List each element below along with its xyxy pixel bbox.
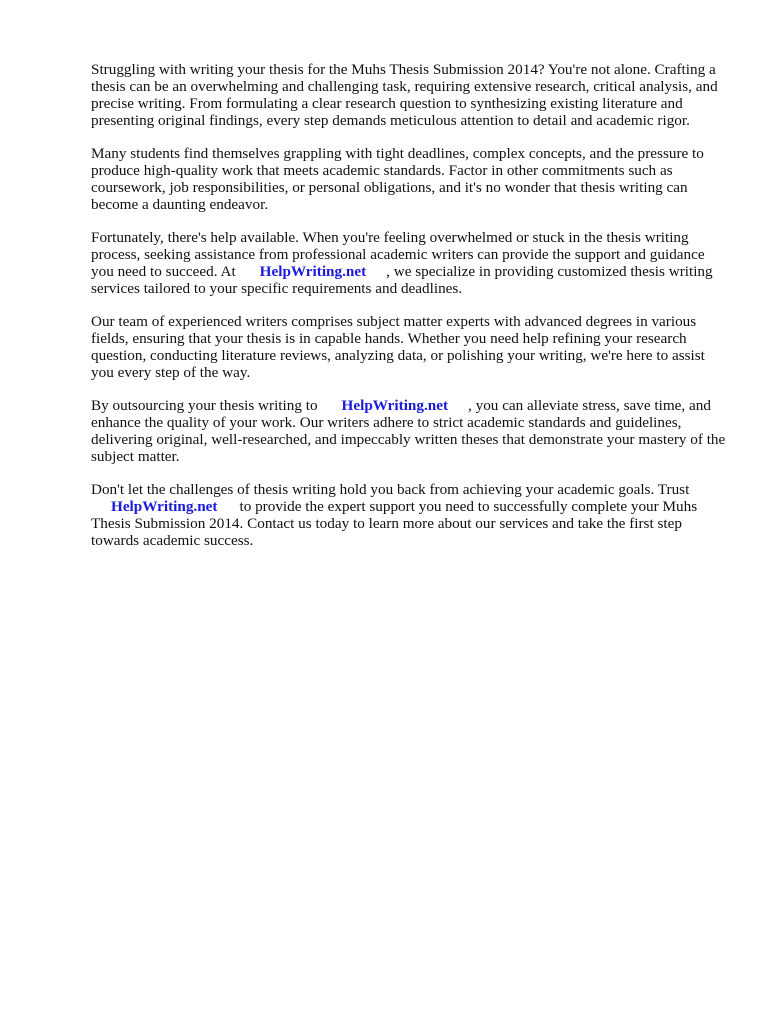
paragraph-team-text: Our team of experienced writers comprises subject matter experts with advanced degrees in various fields, ensuring that your thesis is in capable hands. Whether you need help refining your research question, conducting literature reviews, analyzing data, or polishing your writing, we're here to assist you every step of the way. <box>91 313 705 381</box>
paragraph-outsourcing <box>91 397 731 465</box>
helpwriting-link[interactable]: HelpWriting.net <box>259 263 367 280</box>
paragraph-intro-text: Struggling with writing your thesis for the Muhs Thesis Submission 2014? You're not alone. Crafting a thesis can be an overwhelming and challenging task, requiring extensive research, critical analysis, and precise writing. From formulating a clear research question to synthesizing existing literature and presenting original findings, every step demands meticulous attention to detail and academic rigor. <box>91 61 718 129</box>
paragraph-outsourcing-text-after: , you can alleviate stress, save time, and enhance the quality of your work. Our writers adhere to strict academic standards and guidelines, delivering original, well-researched, and impeccably written theses that demonstrate your mastery of the subject matter. <box>91 397 726 465</box>
paragraph-closing-text-after: to provide the expert support you need to successfully complete your Muhs Thesis Submission 2014. Contact us today to learn more about our services and take the first step towards academic success. <box>91 498 698 549</box>
paragraph-help-text-after: , we specialize in providing customized thesis writing services tailored to your specific requirements and deadlines. <box>91 263 713 297</box>
helpwriting-link[interactable]: HelpWriting.net <box>341 397 449 414</box>
paragraph-closing <box>91 481 731 549</box>
paragraph-challenges <box>91 145 731 213</box>
paragraph-team <box>91 313 731 381</box>
paragraph-outsourcing-text-before: By outsourcing your thesis writing to <box>91 397 318 414</box>
paragraph-help-text-before: Fortunately, there's help available. When you're feeling overwhelmed or stuck in the thesis writing process, seeking assistance from professional academic writers can provide the support and guidance you need to succeed. At <box>91 229 705 280</box>
document-body <box>91 61 731 565</box>
paragraph-intro <box>91 61 731 129</box>
paragraph-closing-text-before: Don't let the challenges of thesis writing hold you back from achieving your academic goals. Trust <box>91 481 690 498</box>
paragraph-challenges-text: Many students find themselves grappling with tight deadlines, complex concepts, and the pressure to produce high-quality work that meets academic standards. Factor in other commitments such as coursework, job responsibilities, or personal obligations, and it's no wonder that thesis writing can become a daunting endeavor. <box>91 145 704 213</box>
helpwriting-link[interactable]: HelpWriting.net <box>111 498 218 515</box>
paragraph-help <box>91 229 731 297</box>
